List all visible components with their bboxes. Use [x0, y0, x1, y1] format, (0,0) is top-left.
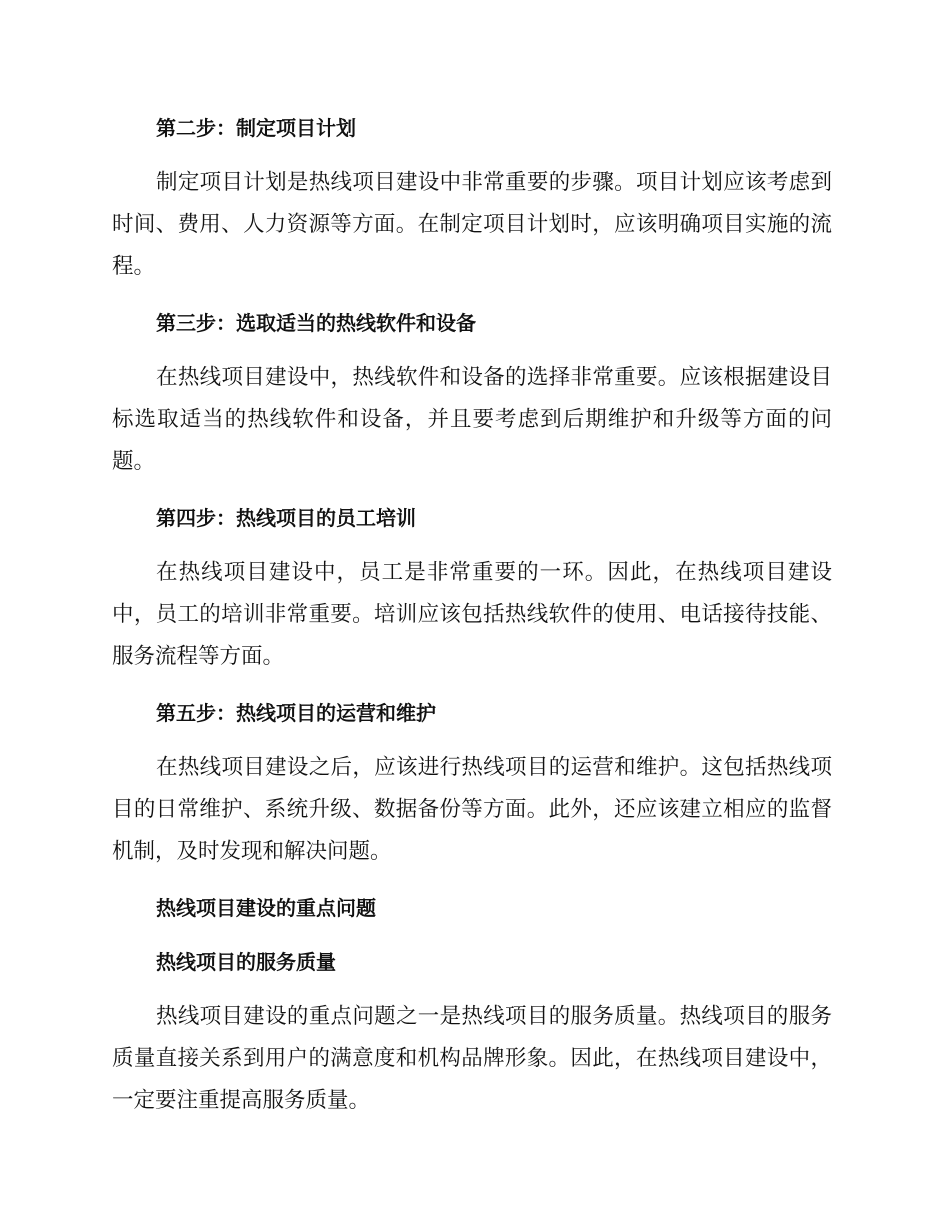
section-heading-key-issues: 热线项目建设的重点问题 — [156, 896, 376, 920]
paragraph-step-4: 在热线项目建设中，员工是非常重要的一环。因此，在热线项目建设中，员工的培训非常重要。培训应该包括热线软件的使用、电话接待技能、服务流程等方面。 — [112, 560, 832, 669]
section-heading-service-quality: 热线项目的服务质量 — [156, 950, 336, 974]
paragraph-step-3: 在热线项目建设中，热线软件和设备的选择非常重要。应该根据建设目标选取适当的热线软件和设备，并且要考虑到后期维护和升级等方面的问题。 — [112, 365, 832, 474]
paragraph-service-quality: 热线项目建设的重点问题之一是热线项目的服务质量。热线项目的服务质量直接关系到用户的满意度和机构品牌形象。因此，在热线项目建设中，一定要注重提高服务质量。 — [112, 1004, 832, 1113]
section-heading-step-3: 第三步：选取适当的热线软件和设备 — [156, 311, 476, 335]
paragraph-step-5: 在热线项目建设之后，应该进行热线项目的运营和维护。这包括热线项目的日常维护、系统升级、数据备份等方面。此外，还应该建立相应的监督机制，及时发现和解决问题。 — [112, 755, 832, 864]
paragraph-step-2: 制定项目计划是热线项目建设中非常重要的步骤。项目计划应该考虑到时间、费用、人力资源等方面。在制定项目计划时，应该明确项目实施的流程。 — [112, 170, 832, 279]
heading-spacer — [112, 928, 832, 942]
document-body — [112, 108, 832, 1137]
section-heading-step-2: 第二步：制定项目计划 — [156, 116, 356, 140]
section-heading-step-4: 第四步：热线项目的员工培训 — [156, 506, 416, 530]
section-heading-step-5: 第五步：热线项目的运营和维护 — [156, 701, 436, 725]
